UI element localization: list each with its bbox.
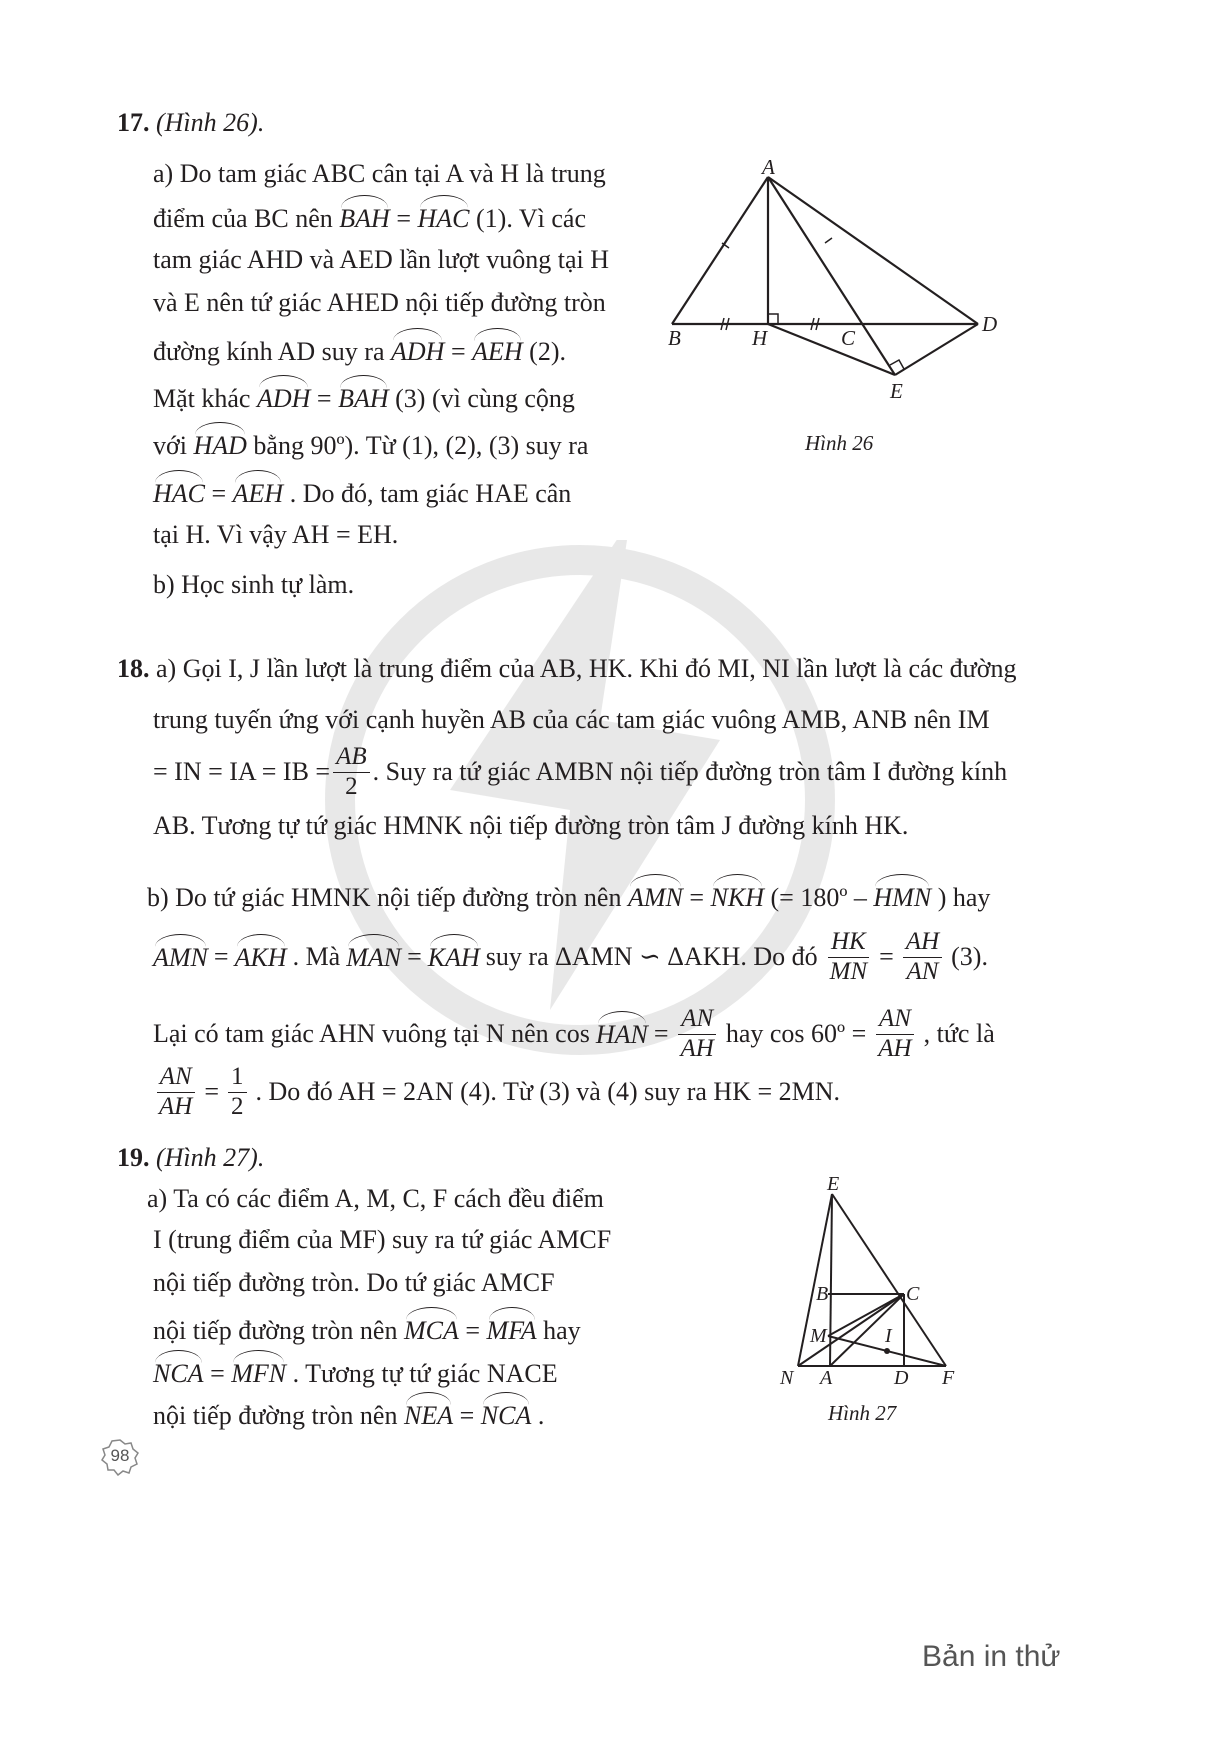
equals: = [689,883,705,912]
segment-HE [768,324,895,375]
angle-arc: HMN [873,880,931,913]
segment-AE [768,177,895,375]
figure-caption: Hình 26 [805,431,874,455]
p19-line-5 [153,1356,558,1389]
text: . Suy ra tứ giác AMBN nội tiếp đường tròn tâm I đường kính [372,757,1008,787]
figure-ref: (Hình 26). [156,108,265,137]
p17-line-6 [153,381,575,414]
point-label: N [780,1367,794,1389]
p18-b-line-1 [147,880,990,913]
equals: = [316,384,332,413]
fraction [333,744,370,800]
p18-line-1 [117,653,1016,684]
angle-arc: KAH [428,940,480,973]
p19-line-2: I (trung điểm của MF) suy ra tứ giác AMCF [153,1225,612,1254]
angle-arc: NCA [153,1356,204,1389]
equals: = [396,204,412,233]
problem-number: 18. [117,654,150,683]
point-label: B [816,1283,829,1305]
p17-line-4: và E nên tứ giác AHED nội tiếp đường tròn [153,288,606,317]
angle-arc: MCA [404,1313,459,1346]
text: . Mà [292,942,341,972]
point-label: E [827,1173,840,1195]
problem-number: 17. [117,108,150,137]
text: . Do đó, tam giác HAE cân [289,479,572,508]
point-label: C [841,326,856,350]
p19-line-6 [153,1398,544,1431]
p17-line-5 [153,334,566,367]
p19-line-4 [153,1313,581,1346]
angle-arc: HAD [193,428,246,461]
text: . [537,1401,545,1430]
p17-line-2 [153,201,586,234]
p18-line-3 [153,740,1007,804]
equals: = [204,1077,219,1107]
tick-mark [825,238,832,243]
fraction [678,1006,717,1062]
problem-17-header [117,107,264,138]
equals: = [653,1019,669,1049]
p19-line-1: a) Ta có các điểm A, M, C, F cách đều điểm [147,1184,604,1213]
segment-EA [830,1194,832,1366]
text: (1). Vì các [476,204,586,233]
problem-19-header [117,1142,264,1173]
angle-arc: ADH [257,381,310,414]
angle-arc: HAN [596,1017,648,1050]
text: a) Gọi I, J lần lượt là trung điểm của AB, HK. Khi đó MI, NI lần lượt là các đường [156,654,1017,683]
numerator: AN [157,1064,195,1092]
segment-AC [830,1294,904,1366]
text: điểm của BC nên [153,204,333,233]
equals: = [407,942,422,972]
fraction [228,1064,247,1120]
angle-arc: AMN [153,940,208,973]
angle-arc: MAN [346,940,401,973]
text: = IN = IA = IB = [153,757,331,787]
equals: = [450,337,466,366]
segment-ED [895,324,978,375]
equals: = [879,942,894,972]
text: ) hay [937,883,991,912]
equals: = [459,1401,475,1430]
denominator: 2 [231,1092,244,1120]
point-label: E [890,379,903,403]
angle-arc: AKH [235,940,287,973]
p18-b-line-2 [153,925,988,989]
text: hay [543,1316,581,1345]
angle-arc: BAH [339,201,390,234]
angle-arc: ADH [391,334,444,367]
point-label: A [820,1367,833,1389]
denominator: 2 [345,772,358,800]
denominator: AN [906,957,939,985]
text: . Tương tự tứ giác NACE [292,1359,558,1388]
text: (= 180º – [770,883,867,912]
right-angle-mark [890,360,904,369]
angle-arc: HAC [418,201,470,234]
figure-caption: Hình 27 [828,1401,897,1425]
fraction [156,1064,195,1120]
angle-arc: MFN [231,1356,286,1389]
right-angle-mark [768,314,778,324]
numerator: AB [333,744,370,772]
point-I [884,1348,890,1354]
equals: = [213,942,229,972]
angle-arc: NCA [481,1398,532,1431]
p17-line-3: tam giác AHD và AED lần lượt vuông tại H [153,245,610,274]
point-label: M [810,1325,827,1347]
point-label: D [982,312,998,336]
p18-line-4: AB. Tương tự tứ giác HMNK nội tiếp đường tròn tâm J đường kính HK. [153,811,909,840]
fraction [903,929,942,985]
angle-arc: NKH [711,880,764,913]
problem-number: 19. [117,1143,150,1172]
denominator: AH [159,1092,193,1120]
p17-part-b: b) Học sinh tự làm. [153,570,355,599]
text: với [153,431,187,460]
p18-b-line-4 [153,1058,840,1126]
numerator: HK [828,929,869,957]
numerator: AN [876,1006,914,1034]
text: đường kính AD suy ra [153,337,385,366]
p17-line-1: a) Do tam giác ABC cân tại A và H là trung [153,159,606,188]
numerator: AN [678,1006,716,1034]
equals: = [211,479,227,508]
angle-arc: AEH [472,334,523,367]
text: (3) (vì cùng cộng [395,384,575,413]
point-label: A [762,155,775,179]
p17-line-8 [153,476,571,509]
text: . Do đó AH = 2AN (4). Từ (3) và (4) suy ra HK = 2MN. [255,1077,841,1107]
point-label: F [942,1367,955,1389]
point-label: I [885,1325,892,1347]
text: bằng 90º). Từ (1), (2), (3) suy ra [253,431,589,460]
text: (3). [951,942,988,972]
p17-line-7 [153,428,588,461]
denominator: MN [829,957,868,985]
angle-arc: BAH [338,381,389,414]
fraction [827,929,871,985]
segment-AD [768,177,978,324]
figure-27 [770,1170,980,1430]
point-label: C [906,1283,920,1305]
text: suy ra ΔAMN ∽ ΔAKH. Do đó [485,942,818,972]
equals: = [210,1359,225,1388]
text: nội tiếp đường tròn nên [153,1316,398,1345]
text: , tức là [923,1019,995,1049]
point-label: D [894,1367,909,1389]
numerator: 1 [228,1064,247,1092]
text: b) Do tứ giác HMNK nội tiếp đường tròn nên [147,883,622,912]
p17-line-9: tại H. Vì vậy AH = EH. [153,520,399,549]
numerator: AH [903,929,942,957]
segment-AB [672,177,768,324]
angle-arc: AEH [233,476,284,509]
draft-label: Bản in thử [922,1640,1061,1673]
point-label: B [668,326,681,350]
page-number: 98 [110,1446,130,1465]
p18-line-2: trung tuyến ứng với cạnh huyền AB của các tam giác vuông AMB, ANB nên IM [153,705,990,734]
equals: = [465,1316,481,1345]
angle-arc: AMN [628,880,683,913]
text: (2). [529,337,566,366]
p19-line-3: nội tiếp đường tròn. Do tứ giác AMCF [153,1268,555,1297]
text: hay cos 60º = [725,1019,867,1049]
angle-arc: HAC [153,476,205,509]
angle-arc: MFA [487,1313,537,1346]
text: nội tiếp đường tròn nên [153,1401,398,1430]
fraction [875,1006,914,1062]
angle-arc: NEA [404,1398,453,1431]
denominator: AH [878,1034,912,1062]
text: Mặt khác [153,384,251,413]
text: Lại có tam giác AHN vuông tại N nên cos [153,1019,590,1049]
denominator: AH [680,1034,714,1062]
figure-ref: (Hình 27). [156,1143,265,1172]
figure-26 [660,150,1040,470]
point-label: H [752,326,768,350]
